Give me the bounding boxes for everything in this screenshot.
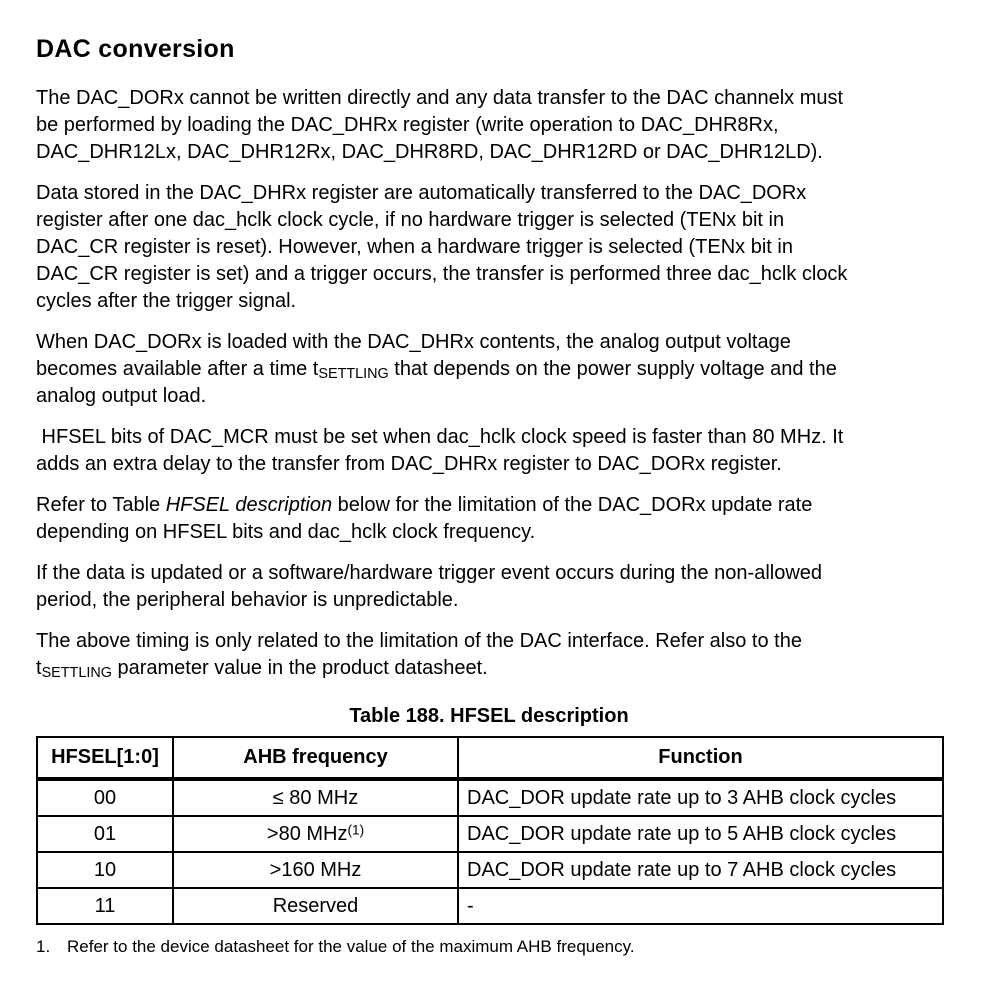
- paragraph-unpredictable: If the data is updated or a software/hardware trigger event occurs during the non-allowed period, the peripheral behavior is unpredictable.: [36, 562, 823, 611]
- col-header-ahb-frequency: AHB frequency: [173, 737, 458, 779]
- footnote: [36, 936, 953, 957]
- cell-ahb-frequency: >80 MHz$^{(1)}$: [173, 816, 458, 852]
- paragraph-data-transfer: Data stored in the DAC_DHRx register are automatically transferred to the DAC_DORx register after one dac_hclk clock cycle, if no hardware trigger is selected (TENx bit in DAC_CR register is reset). However, when a hardware trigger is selected (TENx bit in DAC_CR register is set) and a trigger occurs, the transfer is performed three dac_hclk clock cycles after the trigger signal.: [36, 182, 848, 312]
- cell-function: DAC_DOR update rate up to 7 AHB clock cycles: [458, 852, 943, 888]
- cell-function: DAC_DOR update rate up to 5 AHB clock cycles: [458, 816, 943, 852]
- col-header-function: Function: [458, 737, 943, 779]
- cell-hfsel-value: 00: [37, 779, 173, 816]
- body-paragraphs: [36, 85, 953, 682]
- cell-hfsel-value: 01: [37, 816, 173, 852]
- paragraph-settling-time: When DAC_DORx is loaded with the DAC_DHRx contents, the analog output voltage becomes available after a time $t_{SETTLING}$ that depends on the power supply voltage and the analog output load.: [36, 331, 837, 407]
- paragraph-refer-table: Refer to Table HFSEL description below for the limitation of the DAC_DORx update rate depending on HFSEL bits and dac_hclk clock frequency.: [36, 494, 813, 543]
- cell-hfsel-value: 10: [37, 852, 173, 888]
- table-row-hfsel-00: [37, 779, 943, 816]
- hfsel-description-table: [36, 736, 944, 925]
- section-heading: DAC conversion: [36, 35, 235, 63]
- table-caption: Table 188. HFSEL description: [349, 705, 629, 727]
- table-row-hfsel-11: [37, 888, 943, 924]
- table-row-hfsel-01: [37, 816, 943, 852]
- cell-ahb-frequency: Reserved: [173, 888, 458, 924]
- cell-function: DAC_DOR update rate up to 3 AHB clock cycles: [458, 779, 943, 816]
- cell-ahb-frequency: ≤ 80 MHz: [173, 779, 458, 816]
- col-header-hfsel: HFSEL[1:0]: [37, 737, 173, 779]
- paragraph-timing-note: The above timing is only related to the limitation of the DAC interface. Refer also to the $t_{SETTLING}$ parameter value in the product datasheet.: [36, 630, 802, 682]
- cell-function: -: [458, 888, 943, 924]
- paragraph-dac-dorx-write: The DAC_DORx cannot be written directly and any data transfer to the DAC channelx must be performed by loading the DAC_DHRx register (write operation to DAC_DHR8Rx, DAC_DHR12Lx, DAC_DHR12Rx, DAC_DHR8RD, DAC_DHR12RD or DAC_DHR12LD).: [36, 87, 844, 163]
- table-row-hfsel-10: [37, 852, 943, 888]
- cell-ahb-frequency: >160 MHz: [173, 852, 458, 888]
- paragraph-hfsel-bits: HFSEL bits of DAC_MCR must be set when dac_hclk clock speed is faster than 80 MHz. It adds an extra delay to the transfer from DAC_DHRx register to DAC_DORx register.: [36, 426, 844, 475]
- footnote-text: Refer to the device datasheet for the value of the maximum AHB frequency.: [67, 937, 635, 956]
- table-header-row: [37, 737, 943, 779]
- cell-hfsel-value: 11: [37, 888, 173, 924]
- footnote-number: 1.: [36, 937, 51, 956]
